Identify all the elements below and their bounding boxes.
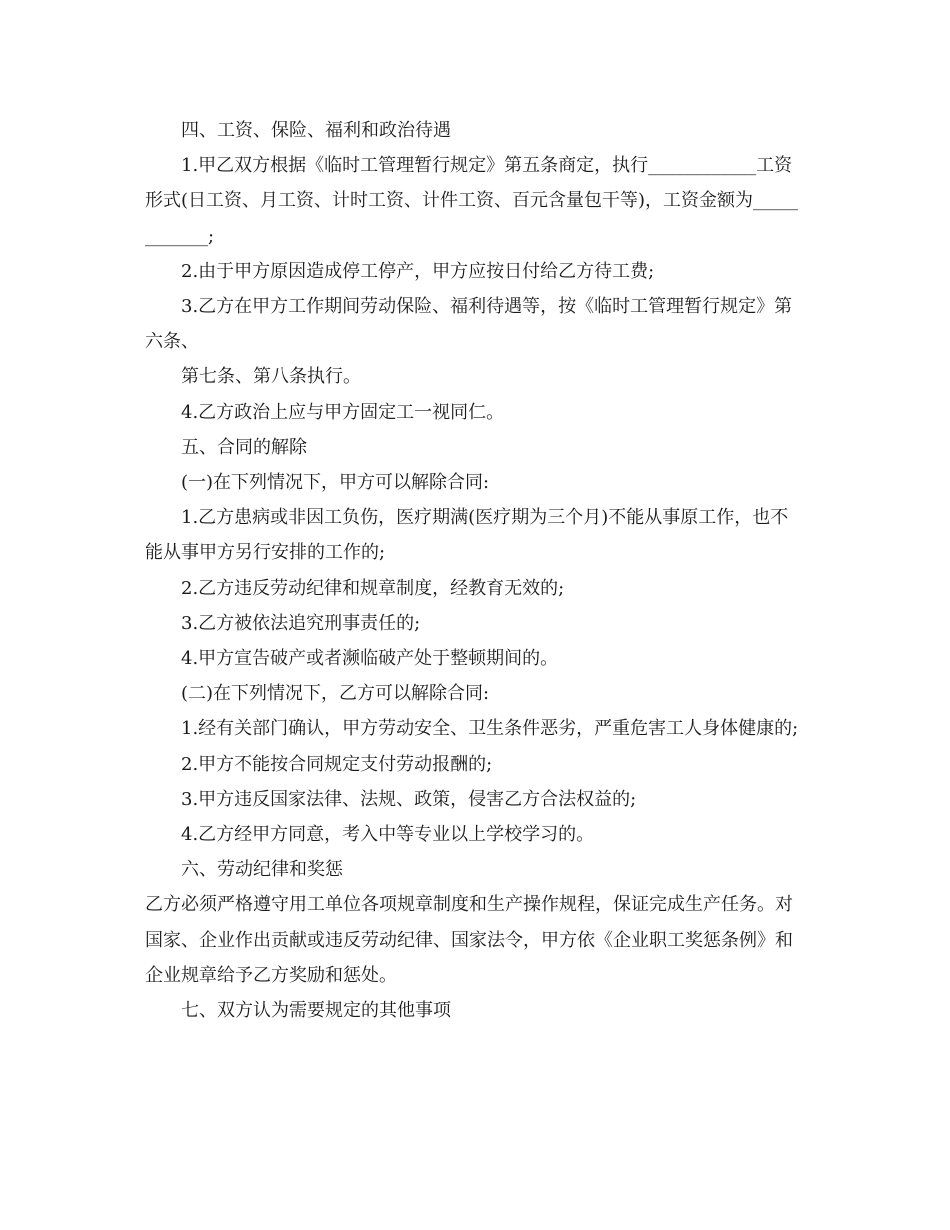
document-body: [145, 113, 805, 1028]
clause-political-equality: 4.乙方政治上应与甲方固定工一视同仁。: [181, 401, 505, 423]
subsection-party-a-termination: (一)在下列情况下，甲方可以解除合同:: [181, 472, 490, 494]
clause-unsafe-conditions: 1.经有关部门确认，甲方劳动安全、卫生条件恶劣，严重危害工人身体健康的;: [181, 718, 799, 740]
section-heading-wages: 四、工资、保险、福利和政治待遇: [181, 120, 451, 141]
clause-further-study: 4.乙方经甲方同意，考入中等专业以上学校学习的。: [181, 824, 595, 846]
clause-insurance-benefits-cont: 第七条、第八条执行。: [181, 366, 361, 388]
section-heading-other-matters: 七、双方认为需要规定的其他事项: [181, 1000, 451, 1022]
section-heading-termination: 五、合同的解除: [181, 436, 307, 458]
subsection-party-b-termination: (二)在下列情况下，乙方可以解除合同:: [181, 683, 490, 705]
clause-illness-injury: 1.乙方患病或非因工负伤，医疗期满(医疗期为三个月)不能从事原工作，也不能从事甲方另行安排的工作的;: [145, 507, 789, 564]
section-heading-discipline: 六、劳动纪律和奖惩: [181, 859, 343, 881]
clause-discipline-violation: 2.乙方违反劳动纪律和规章制度，经教育无效的;: [181, 577, 565, 599]
clause-criminal-liability: 3.乙方被依法追究刑事责任的;: [181, 612, 421, 634]
clause-bankruptcy: 4.甲方宣告破产或者濒临破产处于整顿期间的。: [181, 648, 559, 670]
clause-discipline-rewards: 乙方必须严格遵守用工单位各项规章制度和生产操作规程，保证完成生产任务。对国家、企业作出贡献或违反劳动纪律、国家法令，甲方依《企业职工奖惩条例》和企业规章给予乙方奖励和惩处。: [145, 894, 793, 986]
clause-unpaid-wages: 2.甲方不能按合同规定支付劳动报酬的;: [181, 753, 493, 775]
clause-rights-infringement: 3.甲方违反国家法律、法规、政策，侵害乙方合法权益的;: [181, 788, 637, 810]
clause-work-stoppage-pay: 2.由于甲方原因造成停工停产，甲方应按日付给乙方待工费;: [181, 260, 655, 282]
clause-wage-form: 1.甲乙双方根据《临时工管理暂行规定》第五条商定，执行____________工资形式(日工资、月工资、计时工资、计件工资、百元含量包干等)，工资金额为____________;: [145, 155, 799, 247]
clause-insurance-benefits: 3.乙方在甲方工作期间劳动保险、福利待遇等，按《临时工管理暂行规定》第六条、: [145, 296, 793, 353]
